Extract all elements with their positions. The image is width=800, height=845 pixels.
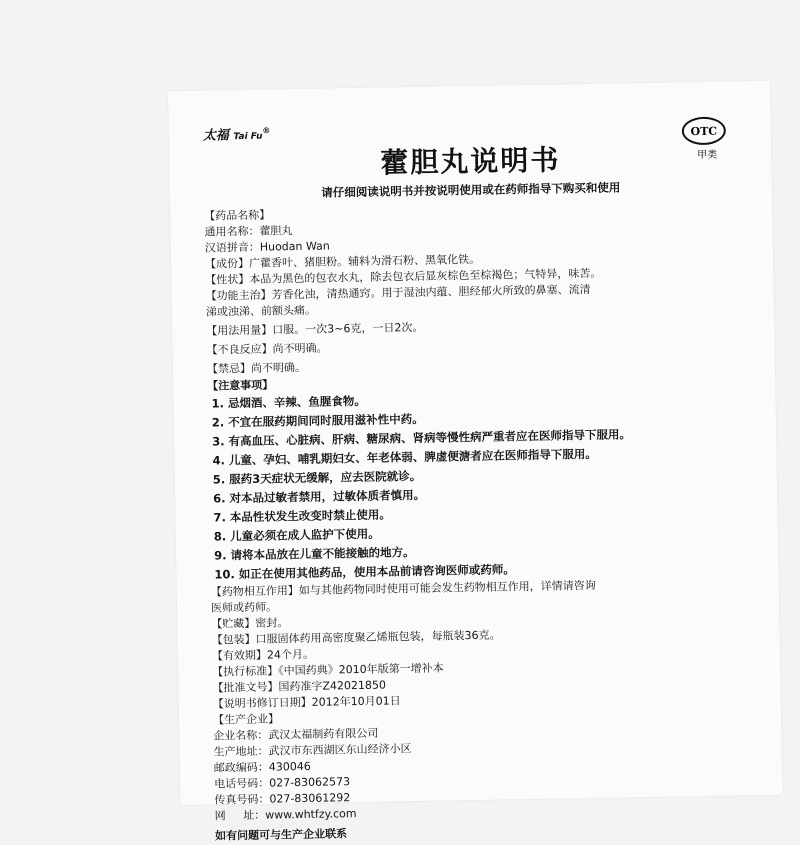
document-title: 藿胆丸说明书 bbox=[380, 143, 561, 180]
precaution-item: 9. 请将本品放在儿童不能接触的地方。 bbox=[214, 545, 415, 563]
interactions-line-2: 医师或药师。 bbox=[210, 600, 278, 615]
ingredients: 【成份】广藿香叶、猪胆粉。辅料为滑石粉、黑氧化铁。 bbox=[204, 252, 481, 271]
properties: 【性状】本品为黑色的包衣水丸，除去包衣后显灰棕色至棕褐色；气特异，味苦。 bbox=[205, 266, 602, 287]
precaution-item: 1. 忌烟酒、辛辣、鱼腥食物。 bbox=[211, 393, 366, 411]
precaution-item: 7. 本品性状发生改变时禁止使用。 bbox=[213, 507, 391, 525]
brand-name: 太福 bbox=[202, 128, 229, 144]
postcode: 邮政编码：430046 bbox=[213, 759, 311, 775]
drug-name-header: 【药品名称】 bbox=[204, 208, 271, 223]
pinyin-name: 汉语拼音：Huodan Wan bbox=[204, 239, 330, 255]
precaution-item: 6. 对本品过敏者禁用，过敏体质者慎用。 bbox=[213, 487, 426, 506]
fax: 传真号码：027-83061292 bbox=[214, 791, 351, 807]
precaution-item: 8. 儿童必须在成人监护下使用。 bbox=[213, 526, 380, 544]
contact-note: 如有问题可与生产企业联系 bbox=[214, 827, 348, 843]
precaution-item: 4. 儿童、孕妇、哺乳期妇女、年老体弱、脾虚便溏者应在医师指导下服用。 bbox=[212, 446, 597, 468]
interactions-line-1: 【药物相互作用】如与其他药物同时使用可能会发生药物相互作用，详情请咨询 bbox=[210, 578, 596, 599]
precautions-header: 【注意事项】 bbox=[207, 378, 274, 393]
otc-label: OTC bbox=[690, 124, 718, 138]
registered-mark: ® bbox=[262, 126, 271, 136]
company-name: 企业名称：武汉太福制药有限公司 bbox=[213, 726, 379, 743]
approval-number: 【批准文号】国药准字Z42021850 bbox=[212, 678, 387, 695]
phone: 电话号码：027-83062573 bbox=[214, 775, 351, 791]
contraindications: 【禁忌】尚不明确。 bbox=[206, 360, 306, 376]
storage: 【贮藏】密封。 bbox=[211, 616, 289, 631]
adverse-reactions: 【不良反应】尚不明确。 bbox=[206, 341, 328, 357]
manufacturer-header: 【生产企业】 bbox=[212, 712, 280, 727]
precaution-item: 3. 有高血压、心脏病、肝病、糖尿病、肾病等慢性病严重者应在医师指导下服用。 bbox=[212, 427, 632, 449]
revision-date: 【说明书修订日期】2012年10月01日 bbox=[212, 694, 401, 711]
website: 网 址：www.whtfzy.com bbox=[214, 807, 357, 823]
precaution-item: 10. 如正在使用其他药品，使用本品前请咨询医师或药师。 bbox=[214, 562, 515, 582]
brand-latin: Tai Fu bbox=[233, 131, 263, 143]
validity: 【有效期】24个月。 bbox=[211, 647, 315, 663]
standard: 【执行标准】《中国药典》2010年版第一增补本 bbox=[212, 661, 444, 679]
precautions-list bbox=[207, 385, 770, 585]
otc-class: 甲类 bbox=[697, 149, 718, 162]
precaution-item: 2. 不宜在服药期间同时服用滋补性中药。 bbox=[211, 411, 424, 430]
usage: 【用法用量】口服。一次3~6克，一日2次。 bbox=[206, 320, 424, 338]
indications-line-2: 涕或浊涕、前额头痛。 bbox=[205, 303, 317, 319]
package: 【包装】口服固体药用高密度聚乙烯瓶包装，每瓶装36克。 bbox=[211, 628, 501, 647]
address: 生产地址：武汉市东西湖区东山经济小区 bbox=[213, 742, 412, 759]
generic-name: 通用名称：藿胆丸 bbox=[204, 224, 293, 239]
leaflet-paper bbox=[168, 81, 782, 843]
precaution-item: 5. 服药3天症状无缓解，应去医院就诊。 bbox=[212, 468, 422, 487]
document-subtitle: 请仔细阅读说明书并按说明使用或在药师指导下购买和使用 bbox=[321, 180, 621, 200]
brand-logo bbox=[203, 123, 271, 143]
indications-line-1: 【功能主治】芳香化浊，清热通窍。用于湿浊内蕴、胆经郁火所致的鼻塞、流清 bbox=[205, 282, 591, 303]
leaflet-content bbox=[204, 199, 775, 845]
